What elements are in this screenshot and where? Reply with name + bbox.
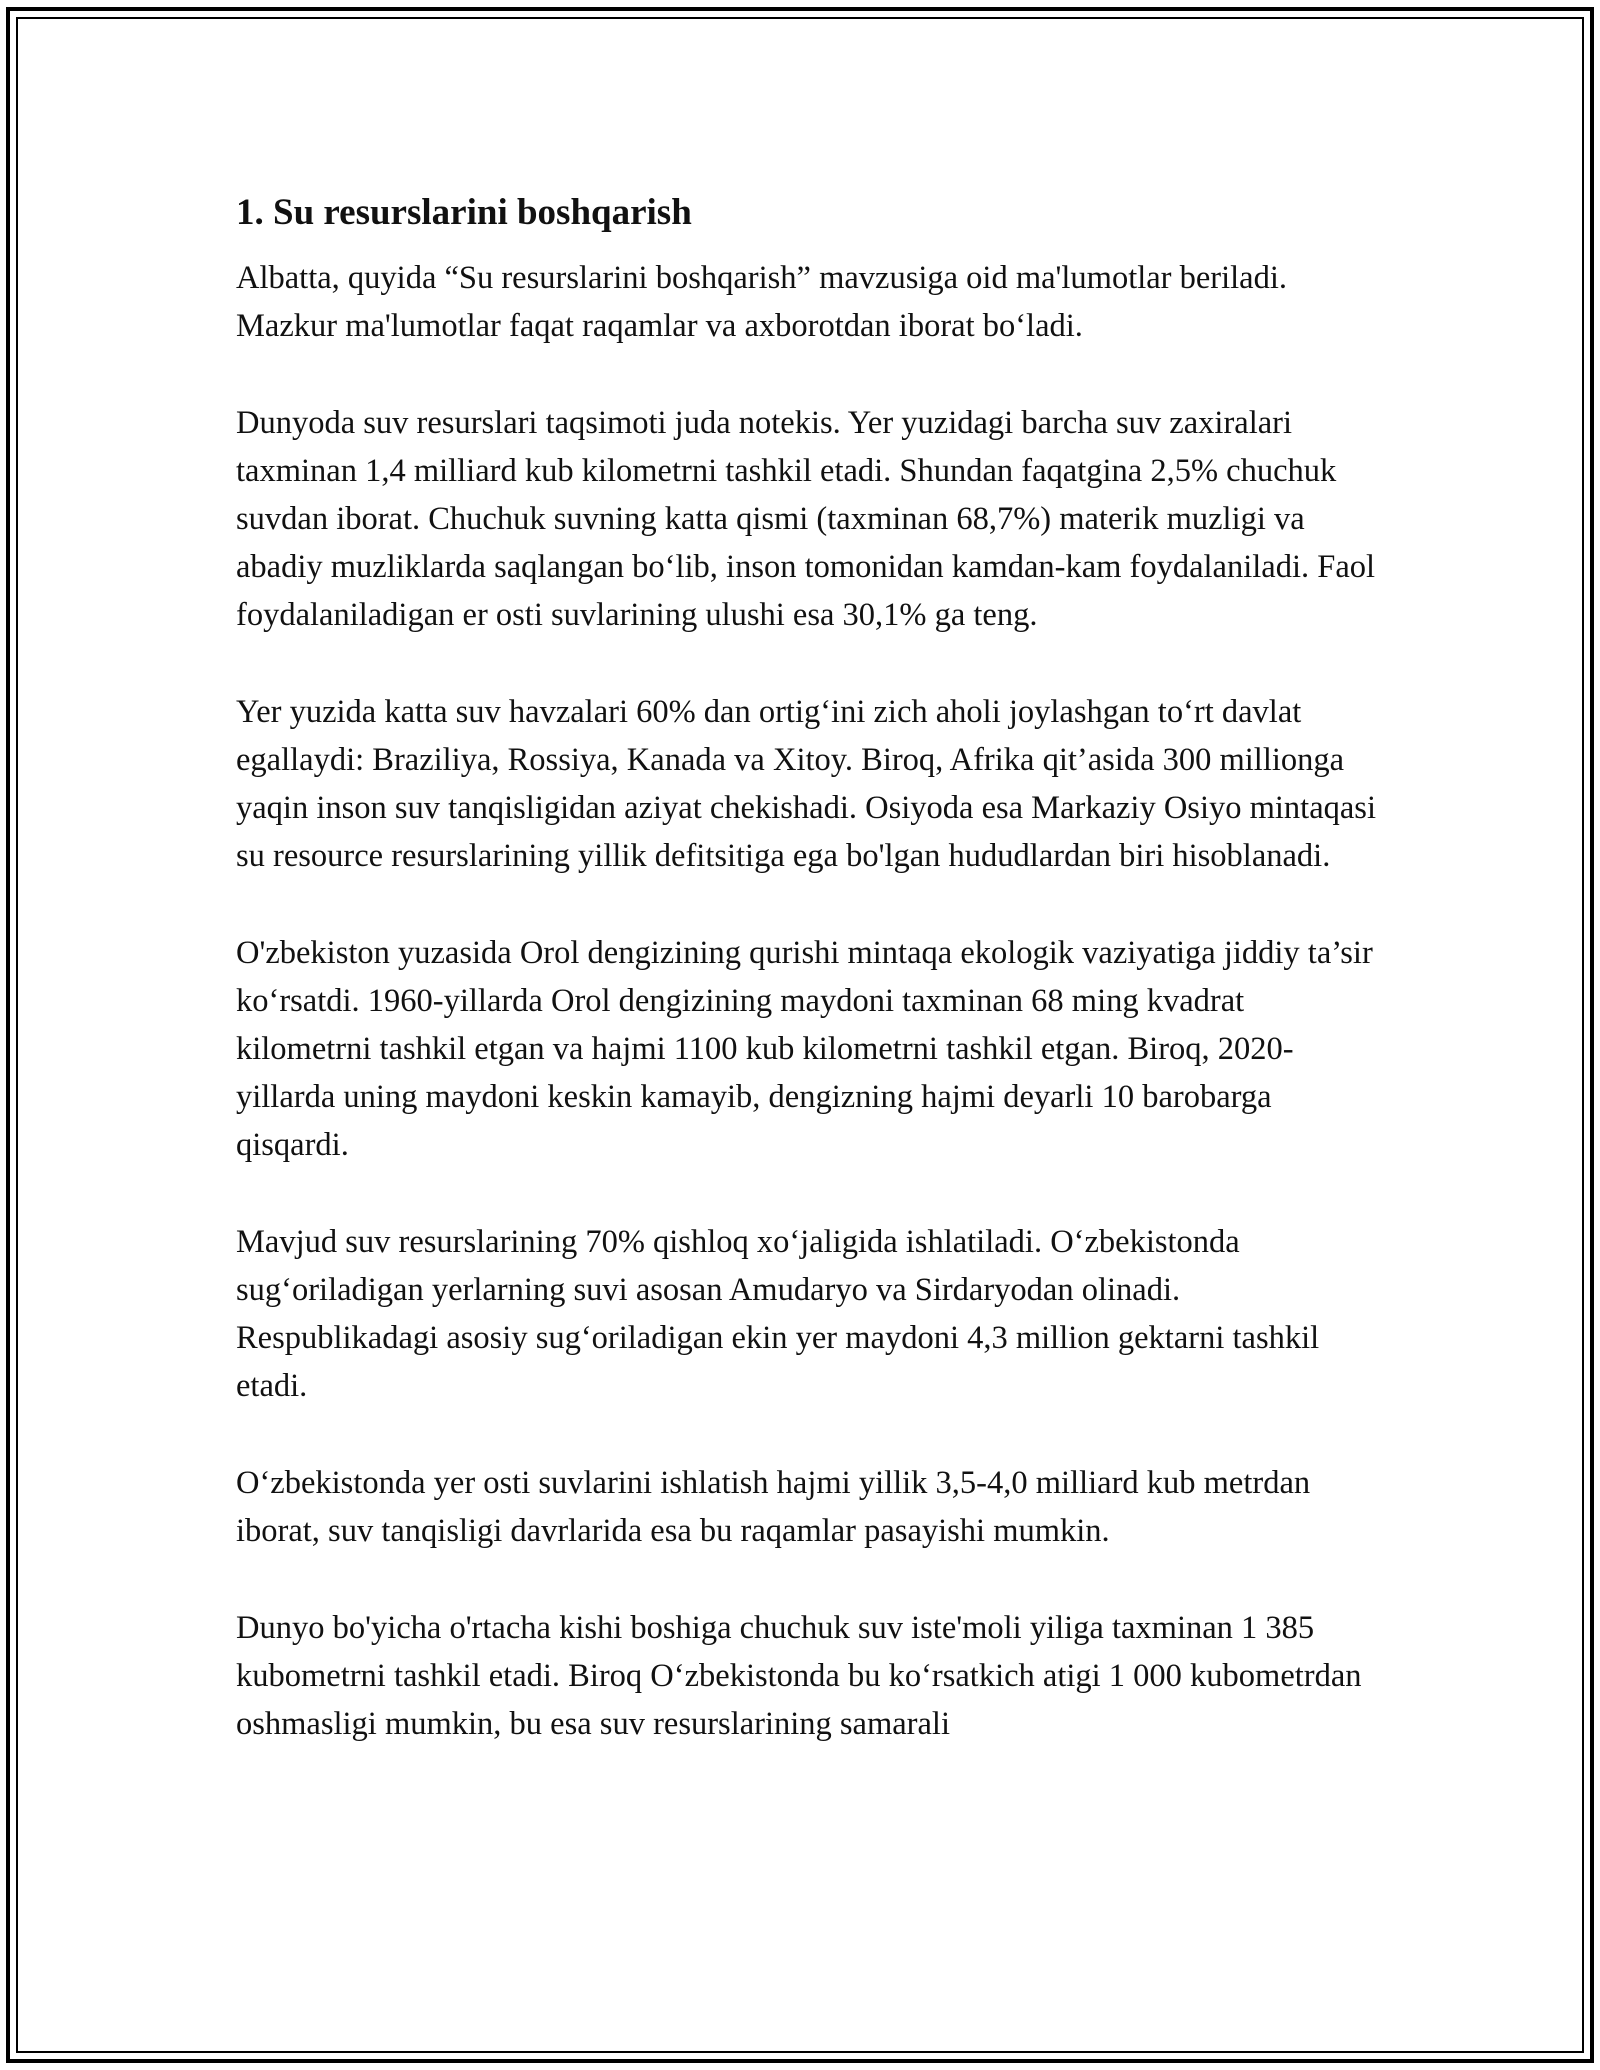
paragraph-aral-sea: O'zbekiston yuzasida Orol dengizining qurishi mintaqa ekologik vaziyatiga jiddiy ta’sir ko‘rsatdi. 1960-yillarda Orol dengizining maydoni taxminan 68 ming kvadrat kilometrni tashkil etgan va hajmi 1100 kub kilometrni tashkil etgan. Biroq, 2020-yillarda uning maydoni keskin kamayib, dengizning hajmi deyarli 10 barobarga qisqardi. [236, 935, 1373, 1163]
document-body [236, 185, 1376, 1797]
section-title: 1. Su resurslarini boshqarish [236, 192, 692, 233]
paragraph-intro: Albatta, quyida “Su resurslarini boshqarish” mavzusiga oid ma'lumotlar beriladi. Mazkur ma'lumotlar faqat raqamlar va axborotdan iborat bo‘ladi. [236, 260, 1288, 344]
paragraph-agriculture: Mavjud suv resurslarining 70% qishloq xo‘jaligida ishlatiladi. O‘zbekistonda sug‘oriladigan yerlarning suvi asosan Amudaryo va Sirdaryodan olinadi. Respublikadagi asosiy sug‘oriladigan ekin yer maydoni 4,3 million gektarni tashkil etadi. [236, 1224, 1320, 1404]
paragraph-consumption: Dunyo bo'yicha o'rtacha kishi boshiga chuchuk suv iste'moli yiliga taxminan 1 385 kubometrni tashkil etadi. Biroq O‘zbekistonda bu ko‘rsatkich atigi 1 000 kubometrdan oshmasligi mumkin, bu esa suv resurslarining samarali [236, 1610, 1362, 1742]
paragraph-world-water-distribution: Dunyoda suv resurslari taqsimoti juda notekis. Yer yuzidagi barcha suv zaxiralari taxminan 1,4 milliard kub kilometrni tashkil etadi. Shundan faqatgina 2,5% chuchuk suvdan iborat. Chuchuk suvning katta qismi (taxminan 68,7%) materik muzligi va abadiy muzliklarda saqlangan bo‘lib, inson tomonidan kamdan-kam foydalaniladi. Faol foydalaniladigan er osti suvlarining ulushi esa 30,1% ga teng. [236, 405, 1376, 633]
paragraph-groundwater: O‘zbekistonda yer osti suvlarini ishlatish hajmi yillik 3,5-4,0 milliard kub metrdan iborat, suv tanqisligi davrlarida esa bu raqamlar pasayishi mumkin. [236, 1465, 1311, 1549]
paragraph-water-basins: Yer yuzida katta suv havzalari 60% dan ortig‘ini zich aholi joylashgan to‘rt davlat egallaydi: Braziliya, Rossiya, Kanada va Xitoy. Biroq, Afrika qit’asida 300 millionga yaqin inson suv tanqisligidan aziyat chekishadi. Osiyoda esa Markaziy Osiyo mintaqasi su resource resurslarining yillik defitsitiga ega bo'lgan hududlardan biri hisoblanadi. [236, 694, 1376, 874]
